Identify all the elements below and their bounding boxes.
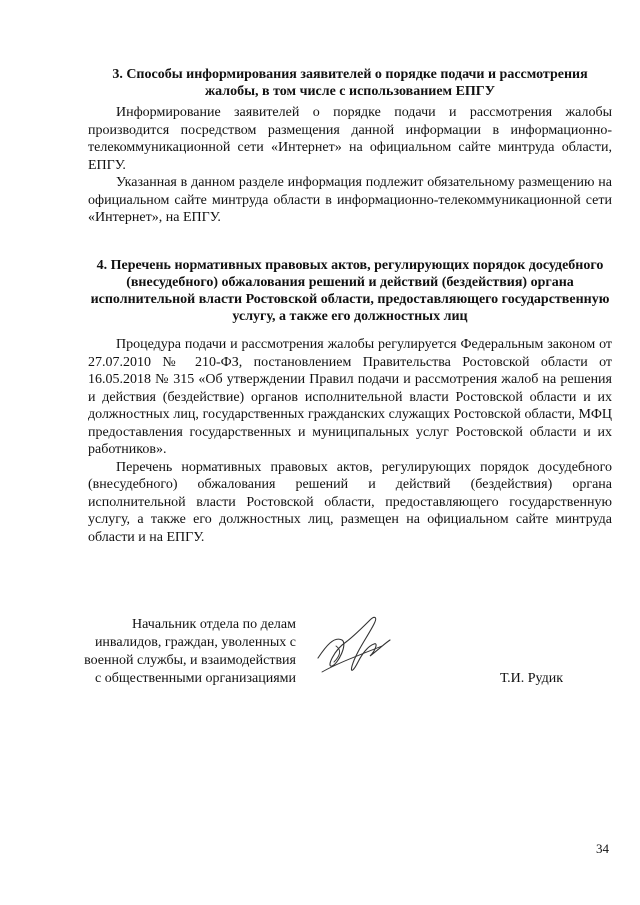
handwritten-signature bbox=[312, 606, 394, 686]
signature-stroke bbox=[318, 617, 390, 670]
section-3-title: 3. Способы информирования заявителей о порядке подачи и рассмотрения жалобы, в том числе с использованием ЕПГУ bbox=[112, 67, 588, 99]
signer-position bbox=[80, 616, 296, 688]
signer-position-line: с общественными организациями bbox=[95, 671, 296, 686]
section-3-heading bbox=[88, 66, 612, 100]
section-4-paragraph-2: Перечень нормативных правовых актов, регулирующих порядок досудебного (внесудебного) обжалования решений и действий (бездействия) органа исполнительной власти Ростовской области, предоставляющего государственную услугу, а также его должностных лиц, размещен на официальном сайте минтруда области и на ЕПГУ. bbox=[88, 459, 612, 545]
signer-position-line: Начальник отдела по делам bbox=[132, 617, 296, 632]
section-3-paragraph-1: Информирование заявителей о порядке подачи и рассмотрения жалобы производится посредством размещения данной информации в информационно-телекоммуникационной сети «Интернет» на официальном сайте минтруда области, ЕПГУ. bbox=[88, 105, 612, 173]
page-number: 34 bbox=[596, 841, 609, 856]
section-4-title: 4. Перечень нормативных правовых актов, регулирующих порядок досудебного (внесудебного) обжалования решений и действий (бездействия) органа исполнительной власти Ростовской области, предоставляющего государственную услугу, а также его должностных лиц bbox=[90, 258, 610, 324]
section-4-body bbox=[88, 336, 612, 546]
section-3-body bbox=[88, 104, 612, 227]
section-4-paragraph-1: Процедура подачи и рассмотрения жалобы регулируется Федеральным законом от 27.07.2010 № 210-ФЗ, постановлением Правительства Ростовской области от 16.05.2018 № 315 «Об утверждении Правил подачи и рассмотрения жалоб на решения и действия (бездействие) органов исполнительной власти Ростовской области и их должностных лиц, государственных гражданских служащих Ростовской области, МФЦ предоставления государственных и муниципальных услуг Ростовской области и их работников». bbox=[88, 337, 612, 457]
section-3-paragraph-2: Указанная в данном разделе информация подлежит обязательному размещению на официальном сайте минтруда области в информационно-телекоммуникационной сети «Интернет», на ЕПГУ. bbox=[88, 175, 612, 225]
signer-position-line: инвалидов, граждан, уволенных с bbox=[94, 635, 296, 650]
signer-position-line: военной службы, и взаимодействия bbox=[84, 653, 296, 668]
section-4-heading bbox=[88, 257, 612, 325]
signer-name: Т.И. Рудик bbox=[500, 671, 564, 686]
